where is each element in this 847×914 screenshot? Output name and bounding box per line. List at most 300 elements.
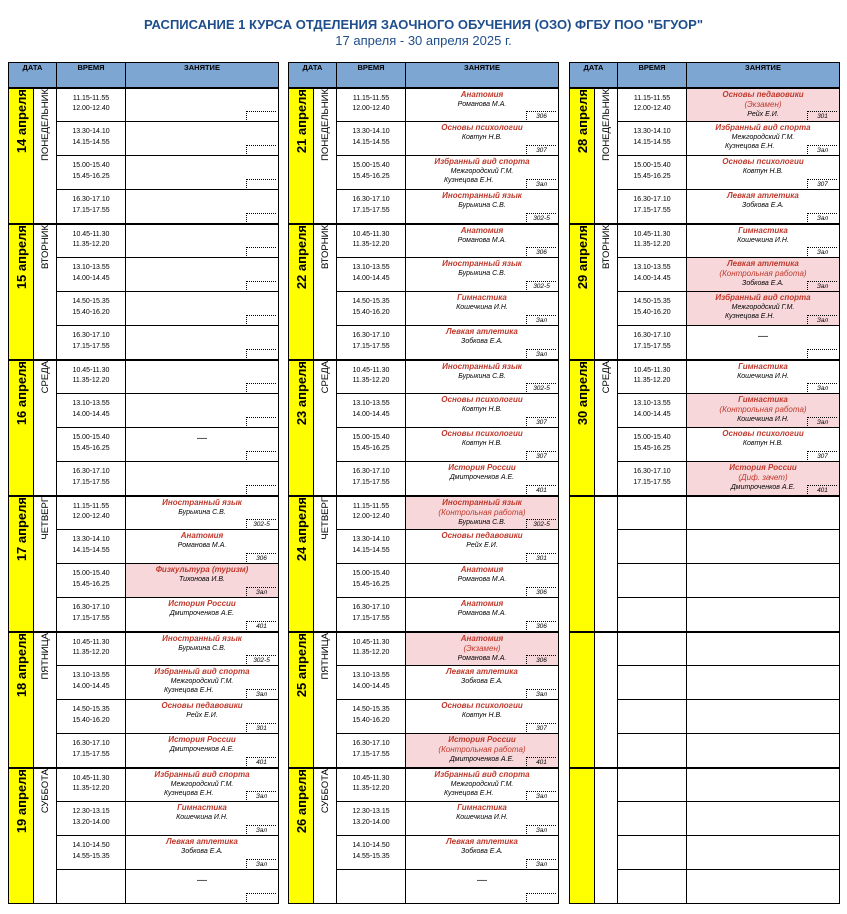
class-cell [126,360,279,394]
time-cell [57,292,126,326]
time-first-half [618,633,686,638]
time-second-half: 15.45-16.25 [352,580,390,588]
time-cell [57,632,126,666]
time-cell [337,734,406,768]
day-date-cell [570,632,595,768]
time-first-half [618,530,686,535]
time-second-half: 11.35-12.20 [352,377,390,384]
time-cell [337,666,406,700]
time-first-half: 16.30-17.10 [352,740,390,747]
teacher-name: Романова М.А. [457,100,507,108]
subject-name: Анатомия [460,225,504,235]
room-number: 306 [526,111,556,120]
time-first-half: 15.00-15.40 [352,570,390,577]
teacher-name: Межгородский Г.М. [450,780,514,788]
class-cell [687,292,840,326]
time-first-half: 12.30-13.15 [352,808,390,815]
time-second-half: 17.15-17.55 [352,750,390,758]
time-second-half: 17.15-17.55 [633,342,671,350]
weekday-name: ВТОРНИК [600,224,612,269]
class-cell [126,394,279,428]
time-second-half: 17.15-17.55 [633,206,671,214]
time-cell [337,836,406,870]
teacher-name: Романова М.А. [457,576,507,583]
time-first-half: 15.00-15.40 [72,162,110,169]
room-number: 302-5 [526,213,556,222]
weekday-name: ПЯТНИЦА [319,632,331,680]
class-cell [126,224,279,258]
time-second-half: 15.45-16.25 [72,172,110,180]
class-cell [126,156,279,190]
class-cell [406,802,559,836]
column-header-class: ЗАНЯТИЕ [406,63,559,88]
time-cell [618,666,687,700]
time-cell [337,564,406,598]
room-number: 306 [526,587,556,596]
subject-name: Основы педавовики [441,531,523,540]
weekday-cell [595,224,618,360]
time-second-half: 11.35-12.20 [72,377,110,384]
time-cell [618,802,687,836]
room-number: 302-5 [526,519,556,528]
subject-name: Гимнастика [738,395,788,404]
time-cell [337,462,406,496]
weekday-name: ЧЕТВЕРГ [319,496,331,540]
time-second-half: 17.15-17.55 [352,614,390,622]
day-date-cell [9,496,34,632]
room-number [246,281,276,290]
day-date: 26 апреля [293,768,309,833]
day-date: 16 апреля [13,360,29,425]
class-cell [406,666,559,700]
time-second-half: 15.45-16.25 [352,172,390,180]
time-cell [57,360,126,394]
room-number: 301 [246,723,276,732]
time-cell [57,428,126,462]
time-second-half: 12.00-12.40 [352,105,390,112]
day-date-cell [289,496,314,632]
time-cell [337,632,406,666]
teacher-name: Рейх Е.И. [186,712,218,719]
teacher-name: Романова М.А. [457,236,507,244]
time-second-half: 17.15-17.55 [72,750,110,758]
time-cell [57,224,126,258]
class-cell [406,462,559,496]
weekday-name: ПОНЕДЕЛЬНИК [600,88,612,161]
room-number: 306 [246,553,276,562]
subject-name: Левкая атлетика [727,259,799,268]
time-first-half: 13.10-13.55 [352,672,390,679]
time-first-half [618,497,686,502]
subject-name: Анатомия [460,565,504,574]
time-second-half: 14.55-15.35 [352,852,390,860]
weekday-cell [34,768,57,904]
subject-name: Левкая атлетика [446,327,518,336]
room-number: Зал [807,417,837,426]
subject-name: Иностранный язык [442,259,522,268]
room-number: 401 [246,621,276,630]
class-cell [126,496,279,530]
time-cell [618,462,687,496]
empty-dash: — [477,875,487,886]
time-first-half: 15.00-15.40 [352,434,390,441]
room-number: 307 [807,451,837,460]
time-first-half: 13.10-13.55 [352,264,390,271]
time-cell [618,428,687,462]
day-date-cell [570,360,595,496]
time-first-half: 11.15-11.55 [72,94,110,102]
class-cell [126,292,279,326]
time-cell [618,292,687,326]
column-header-date: ДАТА [289,63,337,88]
room-number: Зал [246,689,276,698]
teacher-name: Романова М.А. [457,610,507,617]
time-first-half: 10.45-11.30 [352,774,390,782]
day-date-cell [9,360,34,496]
time-first-half [618,734,686,739]
class-cell [687,326,840,360]
teacher-name: Тихонова И.В. [179,576,225,583]
time-first-half: 13.10-13.55 [72,400,110,407]
time-first-half [57,870,125,875]
teacher-name: Ковтун Н.В. [461,712,503,719]
teacher-name: Кузнецова Е.Н. [164,687,214,694]
class-cell [406,292,559,326]
time-first-half: 10.45-11.30 [72,230,110,238]
time-cell [57,496,126,530]
time-second-half: 13.20-14.00 [72,818,110,826]
time-cell [57,802,126,836]
time-first-half: 13.10-13.55 [633,400,671,407]
teacher-name: Кузнецова Е.Н. [725,143,775,150]
page-period: 17 апреля - 30 апреля 2025 г. [335,33,512,48]
room-number [246,315,276,324]
subject-name: Основы психологии [441,429,523,438]
time-first-half: 16.30-17.10 [633,196,671,203]
time-first-half: 11.15-11.55 [633,94,671,102]
time-second-half: 11.35-12.20 [633,377,671,384]
time-second-half: 15.40-16.20 [352,308,390,316]
time-cell [337,326,406,360]
weekday-name: ПЯТНИЦА [39,632,51,680]
class-note: (Контрольная работа) [438,507,526,517]
room-number: Зал [807,213,837,222]
room-number [246,145,276,154]
day-date: 14 апреля [13,88,29,153]
time-first-half: 14.50-15.35 [352,706,390,713]
room-number: Зал [246,587,276,596]
room-number: Зал [246,825,276,834]
weekday-name: ЧЕТВЕРГ [39,496,51,540]
class-cell [687,224,840,258]
class-cell [126,768,279,802]
time-cell [57,870,126,904]
room-number: Зал [807,247,837,256]
day-date: 28 апреля [574,88,590,153]
day-date: 19 апреля [13,768,29,833]
teacher-name: Зобкова Е.А. [742,202,784,209]
empty-dash: — [758,331,768,342]
subject-name: Левкая атлетика [727,191,799,200]
room-number: Зал [526,315,556,324]
time-cell [337,292,406,326]
column-header-class: ЗАНЯТИЕ [687,63,840,88]
time-second-half: 14.00-14.45 [352,682,390,690]
day-date: 29 апреля [574,224,590,289]
time-first-half: 13.10-13.55 [72,264,110,271]
class-cell [406,360,559,394]
time-cell [57,666,126,700]
subject-name: Анатомия [180,531,224,540]
room-number: 306 [526,621,556,630]
class-cell [687,768,840,802]
class-cell [687,734,840,768]
time-first-half: 13.30-14.10 [352,128,390,135]
room-number [246,485,276,494]
time-cell [337,122,406,156]
schedule-table [569,62,840,904]
subject-name: Гимнастика [457,803,507,812]
teacher-name: Межгородский Г.М. [170,780,234,788]
teacher-name: Зобкова Е.А. [742,280,784,287]
subject-name: Избранный вид спорта [715,123,811,132]
class-cell [687,428,840,462]
time-second-half: 15.40-16.20 [72,308,110,316]
time-second-half: 13.20-14.00 [352,818,390,826]
time-first-half: 11.15-11.55 [352,502,390,510]
time-cell [337,190,406,224]
class-cell [126,802,279,836]
teacher-name: Бурыкина С.В. [458,372,506,380]
room-number: 306 [526,247,556,256]
teacher-name: Бурыкина С.В. [458,202,506,209]
teacher-name: Кошечкина И.Н. [737,372,789,380]
time-cell [337,156,406,190]
time-second-half: 12.00-12.40 [72,513,110,520]
subject-name: Физкультура (туризм) [155,565,249,574]
empty-dash: — [197,875,207,886]
teacher-name: Межгородский Г.М. [450,168,514,175]
subject-name: Левкая атлетика [166,837,238,846]
time-first-half: 10.45-11.30 [633,230,671,238]
subject-name: История России [168,599,236,608]
room-number: 301 [807,111,837,120]
class-cell [126,428,279,462]
class-note: (Диф. зачет) [738,473,788,482]
weekday-cell [314,360,337,496]
class-cell [687,836,840,870]
day-date-cell [289,224,314,360]
subject-name: Иностранный язык [442,191,522,200]
room-number [246,349,276,358]
subject-name: Избранный вид спорта [434,769,530,779]
subject-name: Левкая атлетика [446,667,518,676]
class-cell [406,768,559,802]
day-date: 23 апреля [293,360,309,425]
class-cell [687,462,840,496]
subject-name: Иностранный язык [162,497,242,507]
time-first-half: 13.10-13.55 [352,400,390,407]
teacher-name: Кузнецова Е.Н. [444,789,494,797]
room-number: Зал [246,791,276,800]
room-number: 401 [526,485,556,494]
time-cell [618,258,687,292]
teacher-name: Кошечкина И.Н. [176,814,228,821]
subject-name: Гимнастика [177,803,227,812]
class-cell [406,88,559,122]
time-cell [57,836,126,870]
time-cell [57,734,126,768]
time-cell [618,190,687,224]
room-number [246,247,276,256]
day-date-cell [289,632,314,768]
time-cell [57,530,126,564]
room-number: 307 [807,179,837,188]
time-first-half: 14.50-15.35 [72,706,110,713]
teacher-name: Ковтун Н.В. [742,168,784,175]
weekday-name: СУББОТА [39,768,51,813]
time-cell [337,88,406,122]
teacher-name: Межгородский Г.М. [731,304,795,311]
time-second-half: 17.15-17.55 [72,478,110,486]
room-number: 302-5 [526,281,556,290]
teacher-name: Межгородский Г.М. [170,678,234,685]
day-date-cell [289,360,314,496]
room-number: Зал [526,179,556,188]
room-number: 306 [526,655,556,664]
class-cell [406,496,559,530]
time-second-half: 14.15-14.55 [633,138,671,146]
teacher-name: Межгородский Г.М. [731,134,795,141]
time-first-half: 16.30-17.10 [633,332,671,339]
room-number: 401 [807,485,837,494]
class-cell [406,224,559,258]
time-second-half: 15.45-16.25 [633,444,671,452]
time-first-half [337,870,405,875]
class-cell [687,564,840,598]
class-cell [687,258,840,292]
page-title: РАСПИСАНИЕ 1 КУРСА ОТДЕЛЕНИЯ ЗАОЧНОГО ОБУЧЕНИЯ (ОЗО) ФГБУ ПОО "БГУОР" [143,17,704,32]
day-date: 24 апреля [293,496,309,561]
class-note: (Экзамен) [744,99,782,109]
subject-name: Иностранный язык [442,497,522,507]
class-note: (Экзамен) [463,643,501,653]
time-first-half: 16.30-17.10 [352,196,390,203]
weekday-cell [595,768,618,904]
weekday-cell [314,88,337,224]
time-cell [618,734,687,768]
teacher-name: Бурыкина С.В. [458,270,506,277]
time-second-half: 14.00-14.45 [352,274,390,282]
teacher-name: Зобкова Е.А. [461,338,503,345]
time-cell [337,224,406,258]
subject-name: Гимнастика [457,293,507,302]
time-first-half: 14.50-15.35 [633,298,671,305]
teacher-name: Дмитроченков А.Е. [449,474,515,481]
weekday-name: ПОНЕДЕЛЬНИК [39,88,51,161]
teacher-name: Рейх Е.И. [466,542,498,549]
teacher-name: Ковтун Н.В. [742,440,784,447]
day-date-cell [9,88,34,224]
time-second-half: 17.15-17.55 [352,478,390,486]
class-cell [406,598,559,632]
class-cell [126,632,279,666]
time-first-half: 15.00-15.40 [633,434,671,441]
column-header-date: ДАТА [9,63,57,88]
class-cell [406,258,559,292]
day-date-cell [570,88,595,224]
time-second-half: 14.00-14.45 [633,410,671,418]
room-number [246,451,276,460]
class-cell [126,462,279,496]
subject-name: Избранный вид спорта [154,667,250,676]
weekday-cell [595,632,618,768]
time-first-half: 10.45-11.30 [633,366,671,374]
room-number: 307 [526,451,556,460]
time-cell [337,768,406,802]
weekday-cell [34,496,57,632]
time-cell [57,190,126,224]
day-date-cell [570,224,595,360]
time-first-half [618,700,686,705]
time-second-half: 11.35-12.20 [352,241,390,248]
subject-name: Избранный вид спорта [715,293,811,302]
weekday-cell [595,88,618,224]
class-cell [687,122,840,156]
room-number: Зал [526,349,556,358]
class-cell [687,394,840,428]
time-second-half: 14.55-15.35 [72,852,110,860]
subject-name: История России [729,463,797,472]
schedule-table [8,62,279,904]
room-number: Зал [526,859,556,868]
time-first-half: 16.30-17.10 [633,468,671,475]
time-first-half: 16.30-17.10 [352,604,390,611]
weekday-cell [314,224,337,360]
room-number: 401 [246,757,276,766]
teacher-name: Кошечкина И.Н. [456,304,508,311]
time-cell [618,88,687,122]
time-cell [618,156,687,190]
time-cell [618,598,687,632]
time-cell [618,632,687,666]
class-cell [126,122,279,156]
time-second-half: 11.35-12.20 [72,785,110,792]
time-cell [57,326,126,360]
subject-name: Гимнастика [738,361,788,371]
teacher-name: Ковтун Н.В. [461,406,503,413]
day-date-cell [570,768,595,904]
room-number: Зал [526,689,556,698]
class-cell [687,870,840,904]
day-date: 17 апреля [13,496,29,561]
class-cell [406,836,559,870]
time-cell [57,768,126,802]
subject-name: Иностранный язык [442,361,522,371]
class-cell [406,564,559,598]
schedule-table [288,62,559,904]
time-first-half: 15.00-15.40 [633,162,671,169]
subject-name: История России [168,735,236,744]
time-first-half: 14.50-15.35 [352,298,390,305]
teacher-name: Кошечкина И.Н. [737,236,789,244]
subject-name: Анатомия [460,633,504,643]
teacher-name: Кузнецова Е.Н. [444,177,494,184]
time-second-half: 14.15-14.55 [352,138,390,146]
room-number: 302-5 [246,519,276,528]
class-cell [126,700,279,734]
time-second-half: 14.15-14.55 [72,546,110,554]
